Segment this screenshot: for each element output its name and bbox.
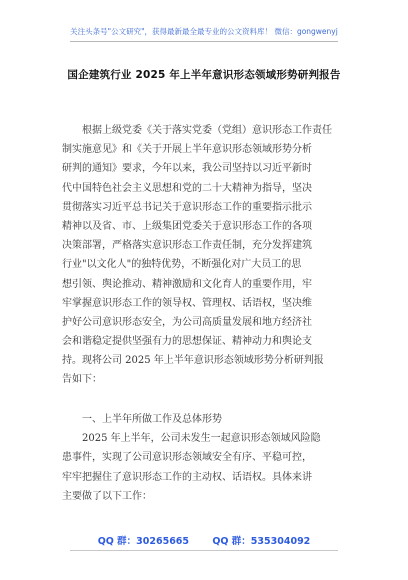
footer-divider (70, 550, 338, 551)
paragraph-line: 持。现将公司 2025 年上半年意识形态领域形势分析研判报 (62, 355, 324, 367)
paragraph-line: 牢掌握意识形态工作的领导权、管理权、话语权，坚决维 (62, 297, 312, 309)
document-title: 国企建筑行业 2025 年上半年意识形态领域形势研判报告 (67, 69, 341, 81)
paragraph-line: 精神以及省、市、上级集团党委关于意识形态工作的各项 (62, 220, 312, 232)
footer-qq-group-2: QQ 群：535304092 (212, 536, 311, 547)
paragraph-line: 代中国特色社会主义思想和党的二十大精神为指导，坚决 (62, 182, 312, 194)
footer-qq-group-1: QQ 群：30265665 (97, 536, 190, 547)
paragraph-line: 告如下： (62, 374, 102, 386)
paragraph-line: 主要做了以下工作： (62, 490, 152, 502)
paragraph-line: 根据上级党委《关于落实党委（党组）意识形态工作责任 (82, 125, 332, 136)
paragraph-line: 行业"以文化人"的独特优势，不断强化对广大员工的思 (62, 259, 302, 271)
paragraph-line: 2025 年上半年，公司未发生一起意识形态领域风险隐 (82, 433, 321, 445)
header-divider (70, 41, 338, 42)
paragraph-line: 会和谐稳定提供坚强有力的思想保证、精神动力和舆论支 (62, 336, 312, 348)
header-promo-note: 关注头条号"公文研究"，获得最新最全最专业的公文资料库！ 微信：gongwenyj (70, 27, 338, 36)
paragraph-line: 想引领、舆论推动、精神激励和文化育人的重要作用，牢 (62, 278, 312, 290)
section-heading: 一、上半年所做工作及总体形势 (82, 414, 222, 425)
paragraph-line: 患事件，实现了公司意识形态领域安全有序、平稳可控， (62, 452, 312, 464)
paragraph-line: 牢牢把握住了意识形态工作的主动权、话语权。具体来讲 (62, 471, 312, 483)
paragraph-line: 制实施意见》和《关于开展上半年意识形态领域形势分析 (62, 144, 312, 156)
paragraph-line: 决策部署，严格落实意识形态工作责任制，充分发挥建筑 (62, 240, 312, 252)
paragraph-line: 贯彻落实习近平总书记关于意识形态工作的重要指示批示 (62, 201, 312, 213)
footer-contact (0, 533, 408, 547)
intro-paragraph (62, 121, 349, 390)
paragraph-line: 护好公司意识形态安全，为公司高质量发展和地方经济社 (62, 316, 312, 328)
paragraph-line: 研判的通知》要求，今年以来，我公司坚持以习近平新时 (62, 163, 312, 175)
section-one (62, 410, 349, 506)
